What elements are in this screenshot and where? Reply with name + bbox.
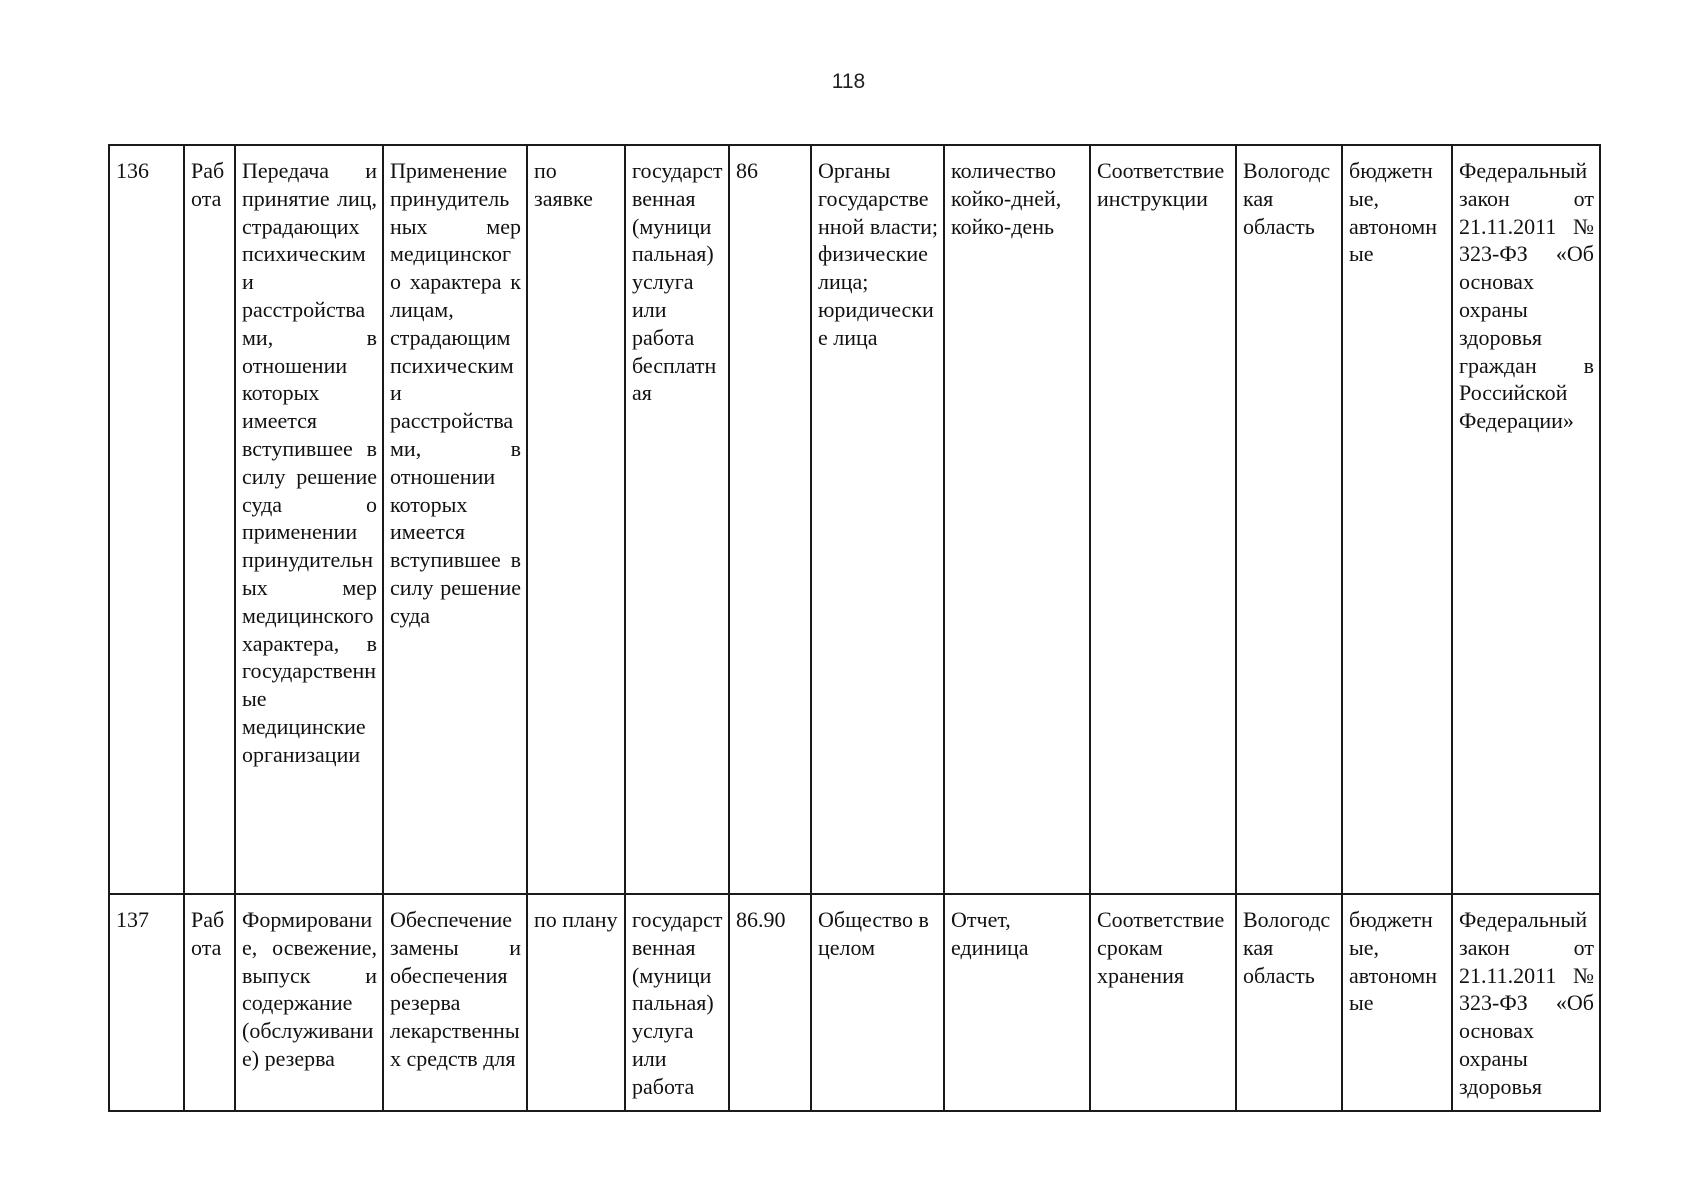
page-number: 118 (831, 70, 866, 93)
cell-consumers: Органы государственной власти; физические лица; юридические лица (811, 145, 944, 894)
table-row (109, 145, 1600, 894)
cell-region: Вологодская область (1236, 145, 1342, 894)
cell-number: 137 (109, 894, 184, 1111)
cell-legal-basis: Федеральный закон от 21.11.2011 № 323-ФЗ «Об основах охраны здоровья граждан в Российской Федерации» (1452, 145, 1600, 894)
cell-condition: по плану (527, 894, 625, 1111)
cell-condition: по заявке (527, 145, 625, 894)
cell-okved: 86 (729, 145, 811, 894)
cell-name: Передача и принятие лиц, страдающих психическими расстройствами, в отношении которых имеется вступившее в силу решение суда о применении принудительных мер медицинского характера, в государственные медицинские организации (235, 145, 383, 894)
cell-legal-basis: Федеральный закон от 21.11.2011 № 323-ФЗ «Об основах охраны здоровья (1452, 894, 1600, 1111)
cell-region: Вологодская область (1236, 894, 1342, 1111)
cell-okved: 86.90 (729, 894, 811, 1111)
cell-indicator: Отчет, единица (944, 894, 1090, 1111)
cell-kind: государственная (муниципальная) услуга или работа (625, 894, 729, 1111)
cell-institutions: бюджетные, автономные (1342, 145, 1452, 894)
cell-name: Формирование, освежение, выпуск и содержание (обслуживание) резерва (235, 894, 383, 1111)
cell-type: Работа (184, 894, 235, 1111)
cell-quality: Соответствие инструкции (1090, 145, 1236, 894)
cell-number: 136 (109, 145, 184, 894)
cell-content: Обеспечение замены и обеспечения резерва лекарственных средств для (383, 894, 527, 1111)
cell-consumers: Общество в целом (811, 894, 944, 1111)
table-row (109, 894, 1600, 1111)
registry-table (108, 144, 1601, 1112)
cell-content: Применение принудительных мер медицинского характера к лицам, страдающим психическими расстройствами, в отношении которых имеется вступившее в силу решение суда (383, 145, 527, 894)
cell-indicator: количество койко-дней, койко-день (944, 145, 1090, 894)
cell-quality: Соответствие срокам хранения (1090, 894, 1236, 1111)
cell-type: Работа (184, 145, 235, 894)
cell-kind: государственная (муниципальная) услуга или работа бесплатная (625, 145, 729, 894)
cell-institutions: бюджетные, автономные (1342, 894, 1452, 1111)
